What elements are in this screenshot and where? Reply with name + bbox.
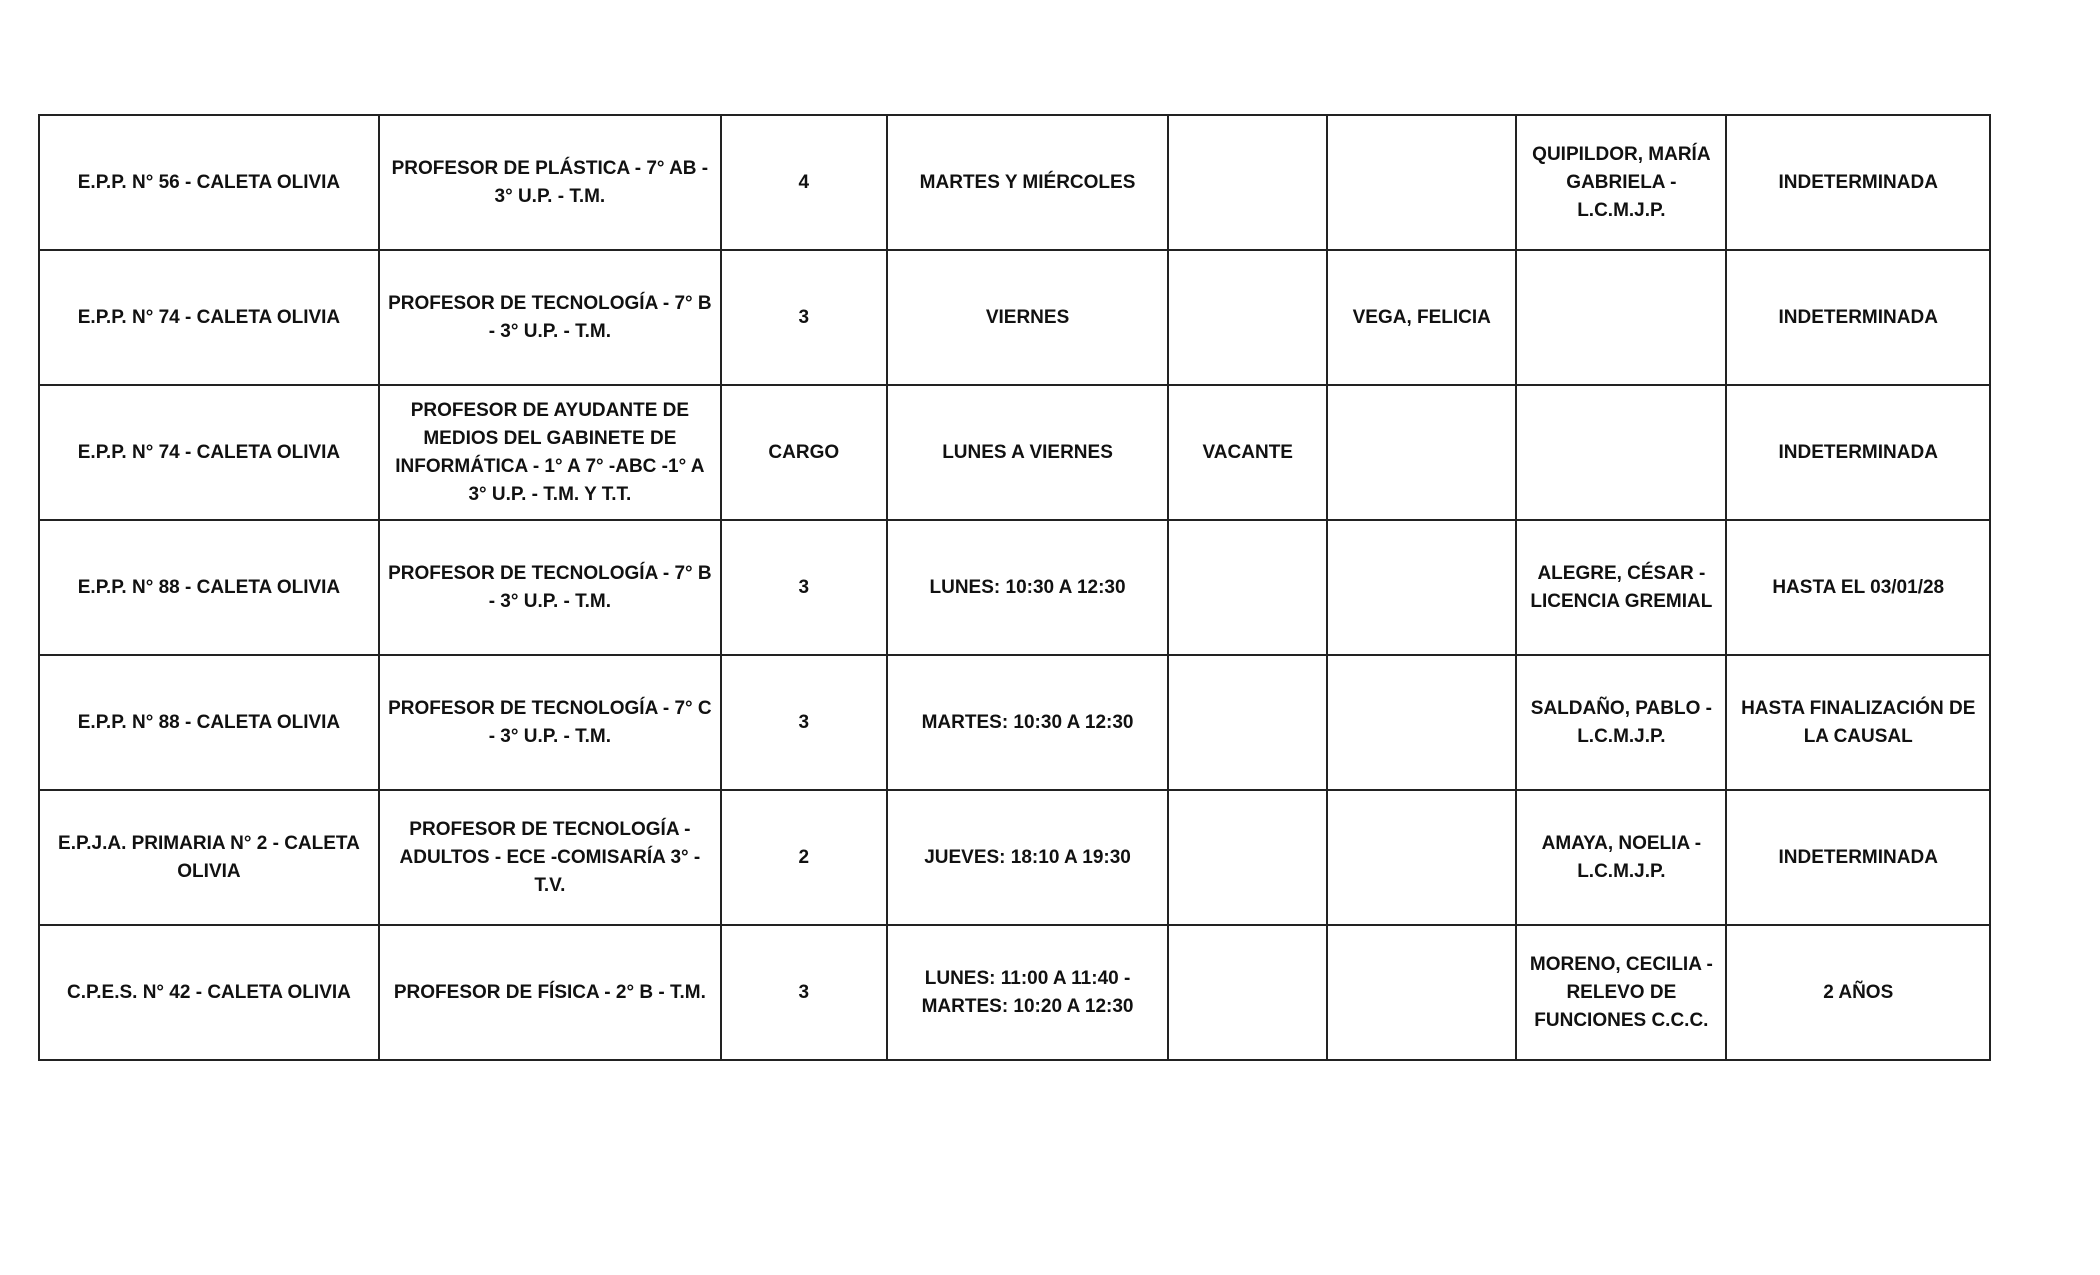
schedule-cell: MARTES: 10:30 A 12:30: [887, 655, 1169, 790]
duration-cell: HASTA FINALIZACIÓN DE LA CAUSAL: [1726, 655, 1990, 790]
replaced-teacher-cell: AMAYA, NOELIA - L.C.M.J.P.: [1516, 790, 1726, 925]
position-cell: PROFESOR DE PLÁSTICA - 7° AB - 3° U.P. - T.M.: [379, 115, 721, 250]
replaced-teacher-cell: [1516, 250, 1726, 385]
holder-cell: [1327, 520, 1516, 655]
school-cell: E.P.P. N° 74 - CALETA OLIVIA: [39, 250, 379, 385]
vacancy-cell: VACANTE: [1168, 385, 1327, 520]
vacancy-cell: [1168, 250, 1327, 385]
holder-cell: [1327, 790, 1516, 925]
table-row: [39, 790, 1990, 925]
table-row: [39, 520, 1990, 655]
schedule-cell: LUNES: 10:30 A 12:30: [887, 520, 1169, 655]
duration-cell: INDETERMINADA: [1726, 115, 1990, 250]
vacancy-cell: [1168, 115, 1327, 250]
replaced-teacher-cell: ALEGRE, CÉSAR - LICENCIA GREMIAL: [1516, 520, 1726, 655]
schedule-cell: MARTES Y MIÉRCOLES: [887, 115, 1169, 250]
position-cell: PROFESOR DE TECNOLOGÍA - 7° C - 3° U.P. - T.M.: [379, 655, 721, 790]
duration-cell: 2 AÑOS: [1726, 925, 1990, 1060]
hours-cell: 3: [721, 520, 887, 655]
holder-cell: [1327, 115, 1516, 250]
hours-cell: 3: [721, 655, 887, 790]
table-row: [39, 925, 1990, 1060]
holder-cell: [1327, 655, 1516, 790]
holder-cell: [1327, 925, 1516, 1060]
hours-cell: 2: [721, 790, 887, 925]
hours-cell: 3: [721, 925, 887, 1060]
vacancy-cell: [1168, 520, 1327, 655]
position-cell: PROFESOR DE TECNOLOGÍA - 7° B - 3° U.P. - T.M.: [379, 520, 721, 655]
schedule-cell: JUEVES: 18:10 A 19:30: [887, 790, 1169, 925]
vacancy-cell: [1168, 925, 1327, 1060]
replaced-teacher-cell: [1516, 385, 1726, 520]
position-cell: PROFESOR DE TECNOLOGÍA - 7° B - 3° U.P. - T.M.: [379, 250, 721, 385]
schedule-cell: LUNES: 11:00 A 11:40 - MARTES: 10:20 A 12:30: [887, 925, 1169, 1060]
replaced-teacher-cell: QUIPILDOR, MARÍA GABRIELA - L.C.M.J.P.: [1516, 115, 1726, 250]
duration-cell: INDETERMINADA: [1726, 385, 1990, 520]
position-cell: PROFESOR DE AYUDANTE DE MEDIOS DEL GABINETE DE INFORMÁTICA - 1° A 7° -ABC -1° A 3° U.P. - T.M. Y T.T.: [379, 385, 721, 520]
duration-cell: INDETERMINADA: [1726, 250, 1990, 385]
school-cell: C.P.E.S. N° 42 - CALETA OLIVIA: [39, 925, 379, 1060]
vacancy-cell: [1168, 790, 1327, 925]
vacancy-cell: [1168, 655, 1327, 790]
schedule-cell: LUNES A VIERNES: [887, 385, 1169, 520]
hours-cell: CARGO: [721, 385, 887, 520]
holder-cell: [1327, 385, 1516, 520]
schedule-cell: VIERNES: [887, 250, 1169, 385]
school-cell: E.P.P. N° 88 - CALETA OLIVIA: [39, 655, 379, 790]
table-row: [39, 115, 1990, 250]
hours-cell: 3: [721, 250, 887, 385]
school-cell: E.P.J.A. PRIMARIA N° 2 - CALETA OLIVIA: [39, 790, 379, 925]
table-row: [39, 250, 1990, 385]
position-cell: PROFESOR DE FÍSICA - 2° B - T.M.: [379, 925, 721, 1060]
duration-cell: HASTA EL 03/01/28: [1726, 520, 1990, 655]
hours-cell: 4: [721, 115, 887, 250]
holder-cell: VEGA, FELICIA: [1327, 250, 1516, 385]
replaced-teacher-cell: MORENO, CECILIA - RELEVO DE FUNCIONES C.C.C.: [1516, 925, 1726, 1060]
position-cell: PROFESOR DE TECNOLOGÍA - ADULTOS - ECE -COMISARÍA 3° - T.V.: [379, 790, 721, 925]
school-cell: E.P.P. N° 74 - CALETA OLIVIA: [39, 385, 379, 520]
school-cell: E.P.P. N° 56 - CALETA OLIVIA: [39, 115, 379, 250]
table-row: [39, 385, 1990, 520]
school-cell: E.P.P. N° 88 - CALETA OLIVIA: [39, 520, 379, 655]
duration-cell: INDETERMINADA: [1726, 790, 1990, 925]
table-row: [39, 655, 1990, 790]
replaced-teacher-cell: SALDAÑO, PABLO - L.C.M.J.P.: [1516, 655, 1726, 790]
vacancies-table: [38, 114, 1991, 1061]
table-body: [39, 115, 1990, 1060]
